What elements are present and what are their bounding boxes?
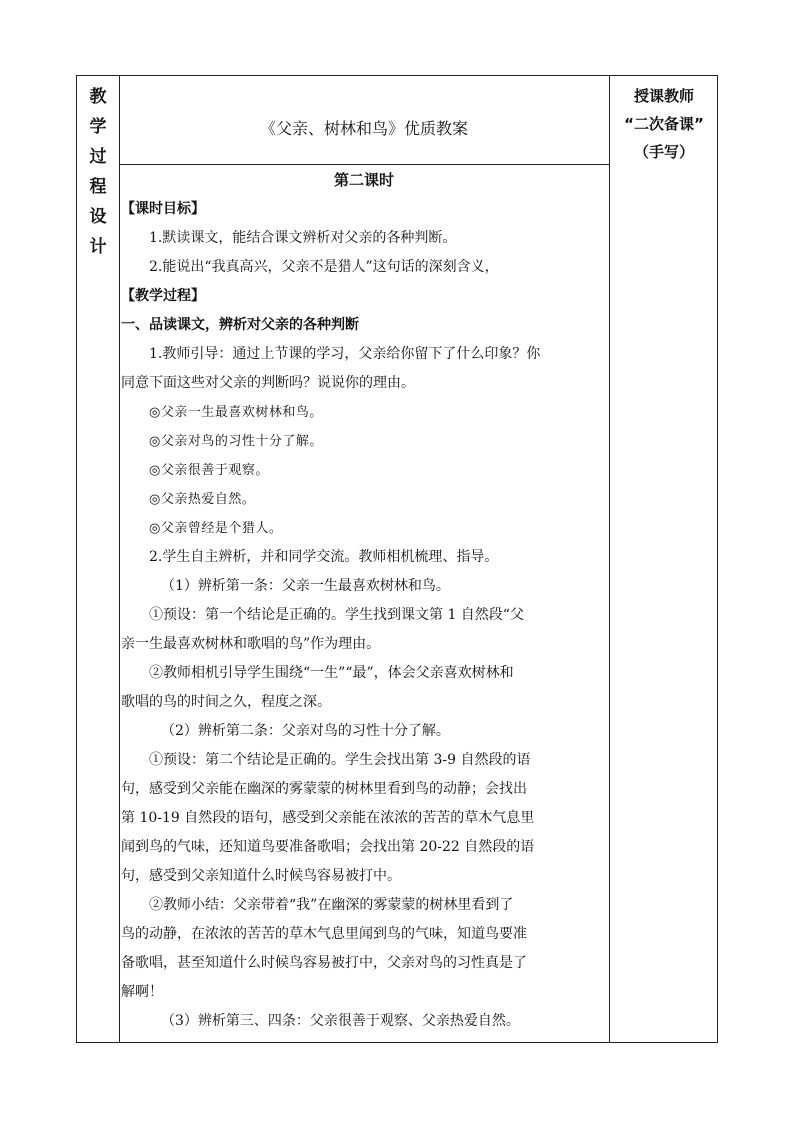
paragraph-line: 解啊！ xyxy=(121,984,163,1000)
analysis-heading: （1）辨析第一条：父亲一生最喜欢树林和鸟。 xyxy=(161,578,450,594)
paragraph-line: 鸟的动静，在浓浓的苦苦的草木气息里闻到鸟的气味，知道鸟要准 xyxy=(121,926,527,942)
paragraph-line: 亲一生最喜欢树林和歌唱的鸟”作为理由。 xyxy=(121,636,381,652)
judgment-item: ◎父亲很善于观察。 xyxy=(149,463,269,478)
paragraph-line: 同意下面这些对父亲的判断吗？说说你的理由。 xyxy=(121,375,415,391)
judgment-item: ◎父亲曾经是个猎人。 xyxy=(149,521,283,536)
column-divider-left xyxy=(119,76,120,1042)
section-label-char: 程 xyxy=(89,177,107,197)
teacher-header-line: （手写） xyxy=(633,143,694,161)
judgment-item: ◎父亲一生最喜欢树林和鸟。 xyxy=(149,405,323,420)
section-label-char: 设 xyxy=(89,207,107,227)
lesson-period-heading: 第二课时 xyxy=(333,171,394,189)
judgment-item: ◎父亲热爱自然。 xyxy=(149,492,256,507)
section-label-column xyxy=(85,82,111,262)
paragraph-line: ①预设：第一个结论是正确的。学生找到课文第 1 自然段“父 xyxy=(149,607,524,623)
objective-line: 2.能说出“我真高兴，父亲不是猎人”这句话的深刻含义， xyxy=(149,259,499,275)
teacher-header-line: “二次备课” xyxy=(624,115,704,133)
paragraph-line: ①预设：第二个结论是正确的。学生会找出第 3-9 自然段的语 xyxy=(149,752,531,768)
section-heading-objectives: 【课时目标】 xyxy=(121,201,205,217)
section-label-char: 过 xyxy=(89,147,107,167)
paragraph-line: 闻到鸟的气味，还知道鸟要准备歌唱；会找出第 20-22 自然段的语 xyxy=(121,839,535,855)
section-heading-process: 【教学过程】 xyxy=(121,288,205,304)
lesson-content xyxy=(121,166,607,1036)
paragraph-line: 句，感受到父亲能在幽深的雾蒙蒙的树林里看到鸟的动静；会找出 xyxy=(121,781,527,797)
section-label-char: 教 xyxy=(89,87,107,107)
paragraph-line: 第 10-19 自然段的语句，感受到父亲能在浓浓的苦苦的草木气息里 xyxy=(121,810,535,826)
section-label-char: 学 xyxy=(89,117,107,137)
paragraph-line: ②教师小结：父亲带着“我”在幽深的雾蒙蒙的树林里看到了 xyxy=(149,897,514,913)
paragraph-line: 2.学生自主辨析，并和同学交流。教师相机梳理、指导。 xyxy=(149,549,499,565)
teacher-notes-header xyxy=(611,82,717,166)
analysis-heading: （2）辨析第二条：父亲对鸟的习性十分了解。 xyxy=(161,723,450,739)
teacher-header-line: 授课教师 xyxy=(633,87,694,105)
section-label-char: 计 xyxy=(89,237,107,257)
judgment-item: ◎父亲对鸟的习性十分了解。 xyxy=(149,434,323,449)
objective-line: 1.默读课文，能结合课文辨析对父亲的各种判断。 xyxy=(149,230,457,246)
subsection-heading: 一、品读课文，辨析对父亲的各种判断 xyxy=(121,317,359,333)
paragraph-line: ②教师相机引导学生围绕“一生”“最”，体会父亲喜欢树林和 xyxy=(149,665,514,681)
document-title: 《父亲、树林和鸟》优质教案 xyxy=(259,119,468,138)
paragraph-line: 句，感受到父亲知道什么时候鸟容易被打中。 xyxy=(121,868,401,884)
lesson-plan-table xyxy=(76,75,718,1043)
analysis-heading: （3）辨析第三、四条：父亲很善于观察、父亲热爱自然。 xyxy=(161,1013,520,1029)
paragraph-line: 1.教师引导：通过上节课的学习，父亲给你留下了什么印象？你 xyxy=(149,346,541,362)
paragraph-line: 备歌唱，甚至知道什么时候鸟容易被打中，父亲对鸟的习性真是了 xyxy=(121,955,527,971)
paragraph-line: 歌唱的鸟的时间之久，程度之深。 xyxy=(121,694,331,710)
title-row-divider xyxy=(119,164,609,165)
column-divider-right xyxy=(609,76,610,1042)
